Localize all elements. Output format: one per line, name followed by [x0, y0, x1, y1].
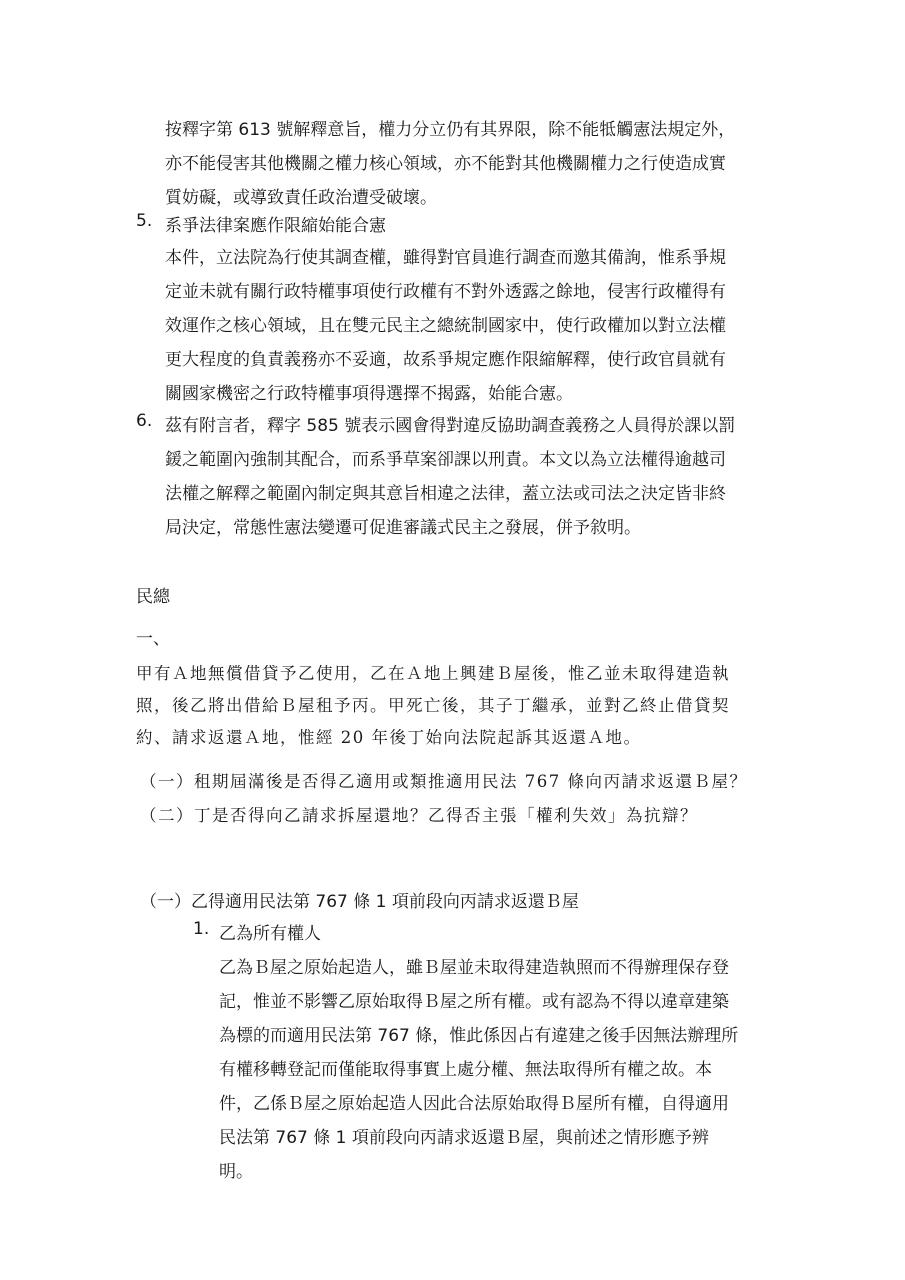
section-title: 民總: [136, 587, 170, 607]
paragraph-line: 效運作之核心領域，且在雙元民主之總統制國家中，使行政權加以對立法權: [165, 316, 726, 336]
paragraph-line: 更大程度的負責義務亦不妥適，故系爭規定應作限縮解釋，使行政官員就有: [165, 350, 726, 370]
question-line: 甲有Ａ地無償借貸予乙使用，乙在Ａ地上興建Ｂ屋後，惟乙並未取得建造執: [136, 664, 730, 683]
paragraph-line: 乙為Ｂ屋之原始起造人，雖Ｂ屋並未取得建造執照而不得辦理保存登: [219, 958, 729, 978]
paragraph-line: 亦不能侵害其他機關之權力核心領域，亦不能對其他機關權力之行使造成實: [165, 154, 726, 174]
item-heading: 系爭法律案應作限縮始能合憲: [165, 216, 386, 236]
list-number: 1.: [193, 919, 210, 939]
paragraph-line: 定並未就有關行政特權事項使行政權有不對外透露之餘地，侵害行政權得有: [165, 282, 726, 302]
paragraph-line: 關國家機密之行政特權事項得選擇不揭露，始能合憲。: [165, 384, 573, 404]
paragraph-line: 記，惟並不影響乙原始取得Ｂ屋之所有權。或有認為不得以違章建築: [219, 992, 729, 1012]
paragraph-line: 民法第 767 條 1 項前段向丙請求返還Ｂ屋，與前述之情形應予辨: [219, 1128, 709, 1148]
list-number: 5.: [136, 211, 153, 231]
paragraph-line: 鍰之範圍內強制其配合，而系爭草案卻課以刑責。本文以為立法權得逾越司: [165, 450, 726, 470]
paragraph-line: 茲有附言者，釋字 585 號表示國會得對違反協助調查義務之人員得於課以罰: [165, 416, 736, 436]
question-line: 照，後乙將出借給Ｂ屋租予丙。甲死亡後，其子丁繼承，並對乙終止借貸契: [136, 696, 730, 715]
paragraph-line: 明。: [219, 1162, 253, 1182]
answer-heading: （一）乙得適用民法第 767 條 1 項前段向丙請求返還Ｂ屋: [140, 892, 579, 912]
question-line: 約、請求返還Ａ地，惟經 20 年後丁始向法院起訴其返還Ａ地。: [136, 728, 642, 747]
list-number: 6.: [136, 411, 153, 431]
sub-question: （一）租期屆滿後是否得乙適用或類推適用民法 767 條向丙請求返還Ｂ屋？: [140, 772, 748, 791]
paragraph-line: 本件，立法院為行使其調查權，雖得對官員進行調查而邀其備詢，惟系爭規: [165, 248, 726, 268]
item-heading: 乙為所有權人: [219, 924, 321, 944]
paragraph-line: 局決定，常態性憲法變遷可促進審議式民主之發展，併予敘明。: [165, 518, 641, 538]
paragraph-line: 按釋字第 613 號解釋意旨，權力分立仍有其界限，除不能牴觸憲法規定外，: [165, 120, 736, 140]
paragraph-line: 有權移轉登記而僅能取得事實上處分權、無法取得所有權之故。本: [219, 1060, 712, 1080]
sub-question: （二）丁是否得向乙請求拆屋還地？乙得否主張「權利失效」為抗辯？: [140, 806, 698, 825]
paragraph-line: 法權之解釋之範圍內制定與其意旨相違之法律，蓋立法或司法之決定皆非終: [165, 484, 726, 504]
question-number: 一、: [136, 629, 170, 649]
paragraph-line: 件，乙係Ｂ屋之原始起造人因此合法原始取得Ｂ屋所有權，自得適用: [219, 1094, 729, 1114]
paragraph-line: 為標的而適用民法第 767 條，惟此係因占有違建之後手因無法辦理所: [219, 1026, 739, 1046]
paragraph-line: 質妨礙，或導致責任政治遭受破壞。: [165, 188, 437, 208]
